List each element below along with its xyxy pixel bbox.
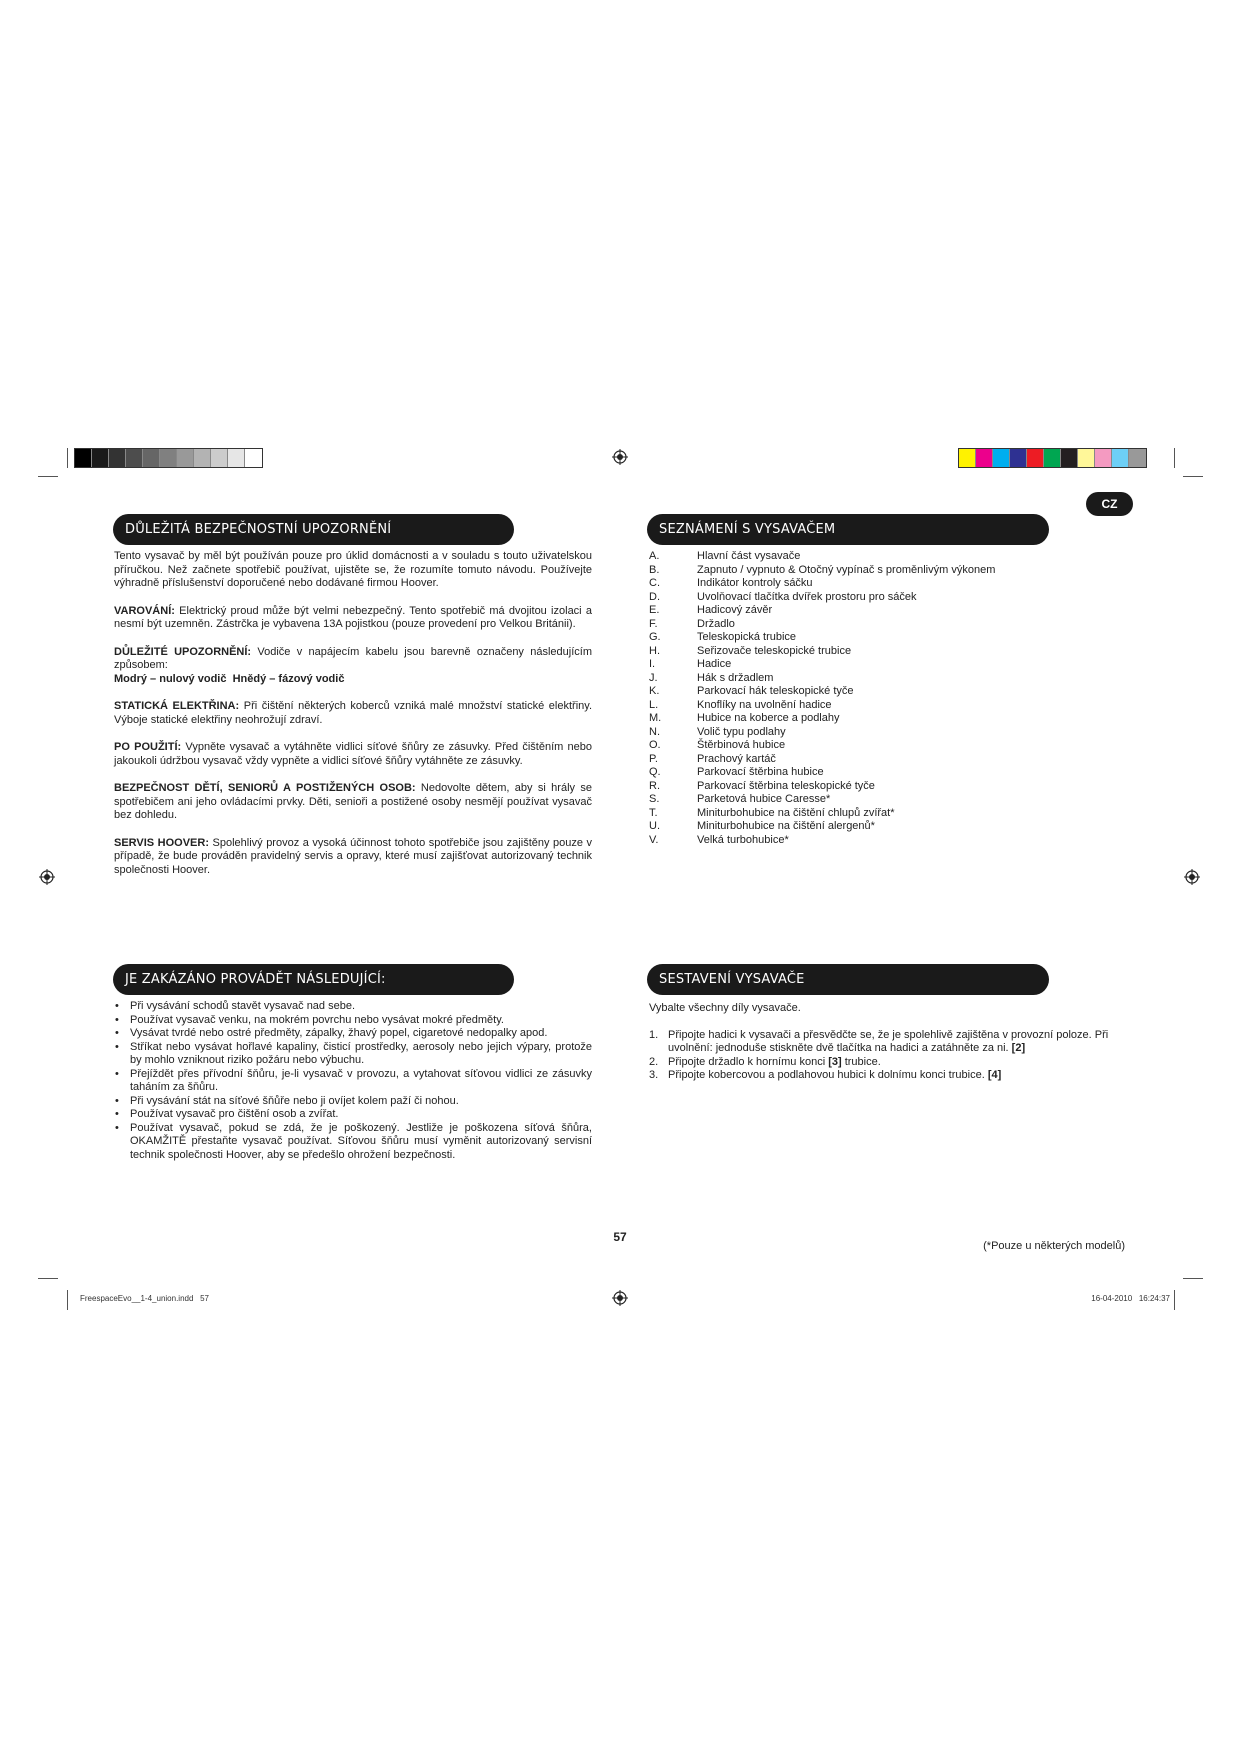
part-label: Seřizovače teleskopické trubice <box>697 644 852 657</box>
parts-list-row <box>649 631 1119 645</box>
wire-colors <box>114 673 592 687</box>
assembly-steps <box>649 1029 1127 1083</box>
footnote: (*Pouze u některých modelů) <box>983 1240 1125 1252</box>
part-label: Hadicový závěr <box>697 604 773 616</box>
parts-list-row <box>649 753 1119 767</box>
parts-list-row <box>649 618 1119 632</box>
part-key: V. <box>649 833 659 846</box>
color-swatch <box>143 449 160 467</box>
part-label: Štěrbinová hubice <box>697 739 786 751</box>
important-paragraph <box>114 646 592 673</box>
color-swatch <box>177 449 194 467</box>
part-key: N. <box>649 725 660 738</box>
crop-mark <box>1183 1278 1203 1279</box>
after-use-paragraph <box>114 741 592 768</box>
parts-list <box>649 550 1119 847</box>
after-use-label: PO POUŽITÍ: <box>114 741 182 753</box>
color-swatch <box>1095 449 1112 467</box>
part-label: Parkovací štěrbina hubice <box>697 766 824 778</box>
list-item: • Používat vysavač, pokud se zdá, že je poškozený. Jestliže je poškozena síťová šňůra, OKAMŽITĚ přestaňte vysavač používat. Síťovou šňůru musí vyměnit autorizovaný servisní technik společnosti Hoover, aby se předešlo ohrožení bezpečnosti. <box>114 1122 592 1163</box>
color-swatch <box>1061 449 1078 467</box>
parts-list-row <box>649 672 1119 686</box>
color-swatch <box>1027 449 1044 467</box>
prohibited-list <box>114 1000 592 1162</box>
color-swatch <box>993 449 1010 467</box>
warning-paragraph <box>114 605 592 632</box>
color-swatch <box>194 449 211 467</box>
children-safety-text: Nedovolte dětem, aby si hrály se spotřebičem ani jeho ovládacími prvky. Děti, senioři a postižené osoby nesmějí používat vysavač bez dohledu. <box>114 782 592 821</box>
part-key: K. <box>649 685 660 697</box>
print-file-name: FreespaceEvo__1-4_union.indd 57 <box>80 1294 209 1303</box>
list-item: • Používat vysavač pro čištění osob a zvířat. <box>114 1108 592 1122</box>
parts-list-row <box>649 699 1119 713</box>
assembly-block <box>649 1002 1127 1083</box>
parts-list-row <box>649 645 1119 659</box>
service-text: Spolehlivý provoz a vysoká účinnost tohoto spotřebiče jsou zajištěny pouze v případě, že bude prováděn pravidelný servis a opravy, které musí zajišťovat autorizovaný technik společnosti Hoover. <box>114 836 592 876</box>
parts-list-row <box>649 564 1119 578</box>
grayscale-color-bar <box>74 448 263 468</box>
part-key: U. <box>649 820 660 832</box>
list-item: • Při vysávání stát na síťové šňůře nebo ji ovíjet kolem paží či nohou. <box>114 1095 592 1109</box>
color-swatch <box>1010 449 1027 467</box>
color-swatch <box>228 449 245 467</box>
part-key: A. <box>649 550 660 562</box>
language-badge: CZ <box>1086 492 1133 516</box>
part-label: Teleskopická trubice <box>697 631 797 643</box>
assembly-intro: Vybalte všechny díly vysavače. <box>649 1002 801 1014</box>
color-swatch <box>75 449 92 467</box>
part-label: Hlavní část vysavače <box>697 550 801 562</box>
list-item: • Stříkat nebo vysávat hořlavé kapaliny, čisticí prostředky, aerosoly nebo jejich výpary, protože by mohlo vzniknout riziko požáru nebo výbuchu. <box>114 1041 592 1068</box>
crop-mark <box>1174 1290 1175 1310</box>
children-safety-label: BEZPEČNOST DĚTÍ, SENIORŮ A POSTIŽENÝCH OSOB: <box>114 782 416 794</box>
parts-list-row <box>649 766 1119 780</box>
step-text: Připojte hadici k vysavači a přesvědčte se, že je spolehlivě zajištěna v provozní poloze. Při uvolnění: jednoduše stiskněte dvě tlačítka na hadici a zatáhněte za ni. <box>668 1028 1109 1054</box>
step-text: Připojte držadlo k hornímu konci <box>668 1055 829 1068</box>
color-swatch <box>1112 449 1129 467</box>
part-key: P. <box>649 752 658 765</box>
list-item: • Vysávat tvrdé nebo ostré předměty, zápalky, žhavý popel, cigaretové nedopalky apod. <box>114 1027 592 1041</box>
step-text: Připojte kobercovou a podlahovou hubici k dolnímu konci trubice. <box>668 1069 988 1081</box>
color-swatch <box>245 449 262 467</box>
list-item: • Používat vysavač venku, na mokrém povrchu nebo vysávat mokré předměty. <box>114 1014 592 1028</box>
parts-list-row <box>649 577 1119 591</box>
crop-mark <box>38 476 58 477</box>
part-label: Zapnuto / vypnuto & Otočný vypínač s proměnlivým výkonem <box>697 563 996 576</box>
crop-mark <box>1174 448 1175 468</box>
part-label: Parketová hubice Caresse* <box>697 793 831 805</box>
step-figure-ref: [4] <box>987 1069 1002 1081</box>
part-key: O. <box>649 739 661 751</box>
static-text: Při čištění některých koberců vzniká malé množství statické elektřiny. Výboje statické elektřiny neohrožují zdraví. <box>114 700 592 726</box>
warning-text: Elektrický proud může být velmi nebezpečný. Tento spotřebič má dvojitou izolaci a nesmí být uzemněn. Zástrčka je vybavena 13A pojistkou (pouze provedení pro Velkou Británii). <box>114 604 592 630</box>
part-label: Hubice na koberce a podlahy <box>697 712 840 724</box>
cmyk-color-bar <box>958 448 1147 468</box>
parts-list-row <box>649 591 1119 605</box>
color-swatch <box>1044 449 1061 467</box>
part-key: J. <box>649 671 658 684</box>
page-number: 57 <box>613 1230 627 1244</box>
step-figure-ref: [3] <box>828 1055 842 1068</box>
part-key: Q. <box>649 766 661 778</box>
step-figure-ref: [2] <box>1011 1042 1026 1054</box>
color-swatch <box>1129 449 1146 467</box>
section-heading-assembly: SESTAVENÍ VYSAVAČE <box>647 964 1049 995</box>
parts-list-row <box>649 793 1119 807</box>
prohibited-list-container <box>114 1000 592 1162</box>
part-label: Hák s držadlem <box>697 671 774 684</box>
important-text: Vodiče v napájecím kabelu jsou barevně označeny následujícím způsobem: <box>114 645 592 671</box>
color-swatch <box>959 449 976 467</box>
part-label: Držadlo <box>697 617 735 630</box>
part-label: Uvolňovací tlačítka dvířek prostoru pro sáček <box>697 590 917 603</box>
static-label: STATICKÁ ELEKTŘINA: <box>114 700 240 712</box>
service-label: SERVIS HOOVER: <box>114 836 210 849</box>
step-number: 1. <box>649 1028 659 1041</box>
print-timestamp: 16-04-2010 16:24:37 <box>1091 1294 1170 1303</box>
part-key: R. <box>649 779 660 792</box>
parts-list-row <box>649 780 1119 794</box>
parts-list-row <box>649 807 1119 821</box>
service-paragraph <box>114 837 592 878</box>
list-item: • Při vysávání schodů stavět vysavač nad sebe. <box>114 1000 592 1014</box>
part-label: Knoflíky na uvolnění hadice <box>697 698 832 711</box>
list-item: • Přejíždět přes přívodní šňůru, je-li vysavač v provozu, a vytahovat síťovou vidlici ze zásuvky taháním za šňůru. <box>114 1068 592 1095</box>
color-swatch <box>211 449 228 467</box>
part-label: Miniturbohubice na čištění chlupů zvířat* <box>697 806 895 819</box>
crop-mark <box>1183 476 1203 477</box>
step-number: 2. <box>649 1055 659 1068</box>
part-key: S. <box>649 793 660 805</box>
color-swatch <box>92 449 109 467</box>
part-key: B. <box>649 563 660 576</box>
color-swatch <box>160 449 177 467</box>
part-label: Volič typu podlahy <box>697 725 786 738</box>
after-use-text: Vypněte vysavač a vytáhněte vidlici síťové šňůry ze zásuvky. Před čištěním nebo jakoukoli údržbou vysavač vždy vypněte a vidlici síťové šňůry vytáhněte ze zásuvky. <box>114 741 592 767</box>
part-label: Parkovací štěrbina teleskopické tyče <box>697 779 875 792</box>
registration-mark-icon <box>1184 869 1200 885</box>
part-key: I. <box>649 658 656 670</box>
color-swatch <box>109 449 126 467</box>
part-key: D. <box>649 590 660 603</box>
parts-list-row <box>649 658 1119 672</box>
part-label: Miniturbohubice na čištění alergenů* <box>697 820 875 832</box>
wire-colors-text: Modrý – nulový vodič Hnědý – fázový vodič <box>114 672 345 685</box>
part-label: Prachový kartáč <box>697 752 776 765</box>
registration-mark-icon <box>612 449 628 465</box>
part-label: Hadice <box>697 658 732 670</box>
part-key: L. <box>649 698 659 711</box>
part-key: C. <box>649 577 660 589</box>
section-heading-prohibited: JE ZAKÁZÁNO PROVÁDĚT NÁSLEDUJÍCÍ: <box>113 964 514 995</box>
important-label: DŮLEŽITÉ UPOZORNĚNÍ: <box>114 645 252 658</box>
safety-intro: Tento vysavač by měl být používán pouze pro úklid domácnosti a v souladu s touto uživatelskou příručkou. Než začnete spotřebič používat, ujistěte se, že rozumíte tomuto návodu. Používejte výhradně příslušenství doporučené nebo dodávané firmou Hoover. <box>114 550 592 589</box>
registration-mark-icon <box>39 869 55 885</box>
parts-list-row <box>649 820 1119 834</box>
parts-list-row <box>649 834 1119 848</box>
parts-list-row <box>649 604 1119 618</box>
assembly-step <box>649 1029 1127 1056</box>
color-swatch <box>1078 449 1095 467</box>
assembly-step <box>649 1056 1127 1070</box>
section-heading-overview: SEZNÁMENÍ S VYSAVAČEM <box>647 514 1049 545</box>
children-safety-paragraph <box>114 782 592 823</box>
part-label: Parkovací hák teleskopické tyče <box>697 685 854 697</box>
part-key: G. <box>649 631 661 643</box>
warning-label: VAROVÁNÍ: <box>114 604 175 617</box>
crop-mark <box>38 1278 58 1279</box>
crop-mark <box>67 1290 68 1310</box>
assembly-step <box>649 1069 1127 1083</box>
color-swatch <box>976 449 993 467</box>
registration-mark-icon <box>612 1290 628 1306</box>
step-text-tail: trubice. <box>841 1055 881 1068</box>
parts-list-row <box>649 550 1119 564</box>
part-label: Velká turbohubice* <box>697 833 789 846</box>
parts-list-row <box>649 726 1119 740</box>
part-key: E. <box>649 604 660 616</box>
parts-list-row <box>649 685 1119 699</box>
step-number: 3. <box>649 1069 659 1081</box>
safety-text-block <box>114 550 592 891</box>
crop-mark <box>67 448 68 468</box>
parts-list-row <box>649 739 1119 753</box>
part-key: F. <box>649 617 658 630</box>
section-heading-safety: DŮLEŽITÁ BEZPEČNOSTNÍ UPOZORNĚNÍ <box>113 514 514 545</box>
part-label: Indikátor kontroly sáčku <box>697 577 813 589</box>
part-key: H. <box>649 644 660 657</box>
part-key: T. <box>649 806 658 819</box>
static-paragraph <box>114 700 592 727</box>
parts-list-row <box>649 712 1119 726</box>
color-swatch <box>126 449 143 467</box>
part-key: M. <box>649 712 662 724</box>
